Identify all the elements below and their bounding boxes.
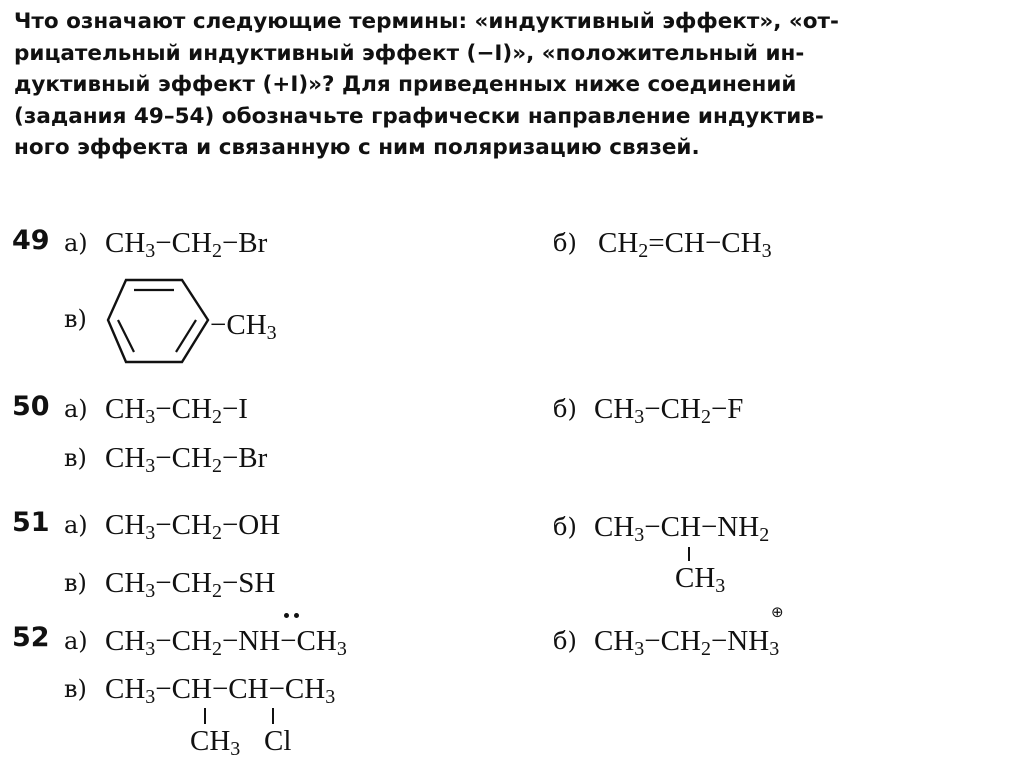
benzene-ring-icon xyxy=(104,272,214,372)
formula-51c: $CH_3-CH_2-SH$ xyxy=(105,567,276,602)
formula-52c-branch2: Cl xyxy=(264,725,292,757)
lone-pair-dot xyxy=(284,613,289,618)
item-label: б) xyxy=(553,395,577,423)
formula-49a: $CH_3-CH_2-Br$ xyxy=(105,227,268,262)
intro-line: Что означают следующие термины: «индуктивный эффект», «от- xyxy=(14,9,839,34)
item-label: б) xyxy=(553,513,577,541)
problem-number: 49 xyxy=(12,225,50,256)
branch-bond xyxy=(688,547,690,561)
formula-52a: $CH_3-CH_2-NH-CH_3$ xyxy=(105,625,347,660)
lone-pair-dot xyxy=(294,613,299,618)
item-label: а) xyxy=(64,229,88,257)
formula-49c-substituent: $-CH_3$ xyxy=(210,309,277,344)
formula-49b: $CH_2=CH-CH_3$ xyxy=(598,227,772,262)
problem-number: 51 xyxy=(12,507,50,538)
formula-52c: $CH_3-CH-CH-CH_3$ xyxy=(105,673,336,708)
formula-52c-branch1: $CH_3$ xyxy=(190,725,241,760)
intro-line: дуктивный эффект (+I)»? Для приведенных ниже соединений xyxy=(14,72,797,97)
task-description xyxy=(14,6,1014,164)
formula-52b: $CH_3-CH_2-NH_3$ xyxy=(594,625,780,660)
item-label: в) xyxy=(64,675,87,703)
item-label: а) xyxy=(64,627,88,655)
formula-50c: $CH_3-CH_2-Br$ xyxy=(105,442,268,477)
item-label: в) xyxy=(64,305,87,333)
item-label: а) xyxy=(64,395,88,423)
formula-51b: $CH_3-CH-NH_2$ xyxy=(594,511,770,546)
item-label: б) xyxy=(553,229,577,257)
item-label: б) xyxy=(553,627,577,655)
item-label: в) xyxy=(64,444,87,472)
formula-50b: $CH_3-CH_2-F$ xyxy=(594,393,744,428)
formula-51b-branch: $CH_3$ xyxy=(675,562,726,597)
branch-bond xyxy=(204,708,206,724)
item-label: в) xyxy=(64,569,87,597)
intro-line: (задания 49–54) обозначьте графически направление индуктив- xyxy=(14,103,824,129)
problem-number: 50 xyxy=(12,391,50,422)
intro-line: ного эффекта и связанную с ним поляризацию связей. xyxy=(14,135,700,160)
formula-51a: $CH_3-CH_2-OH$ xyxy=(105,509,281,544)
problem-number: 52 xyxy=(12,622,50,653)
intro-line: рицательный индуктивный эффект (−I)», «положительный ин- xyxy=(14,40,805,66)
item-label: а) xyxy=(64,511,88,539)
positive-charge-icon: ⊕ xyxy=(771,603,784,621)
branch-bond xyxy=(272,708,274,724)
formula-50a: $CH_3-CH_2-I$ xyxy=(105,393,248,428)
